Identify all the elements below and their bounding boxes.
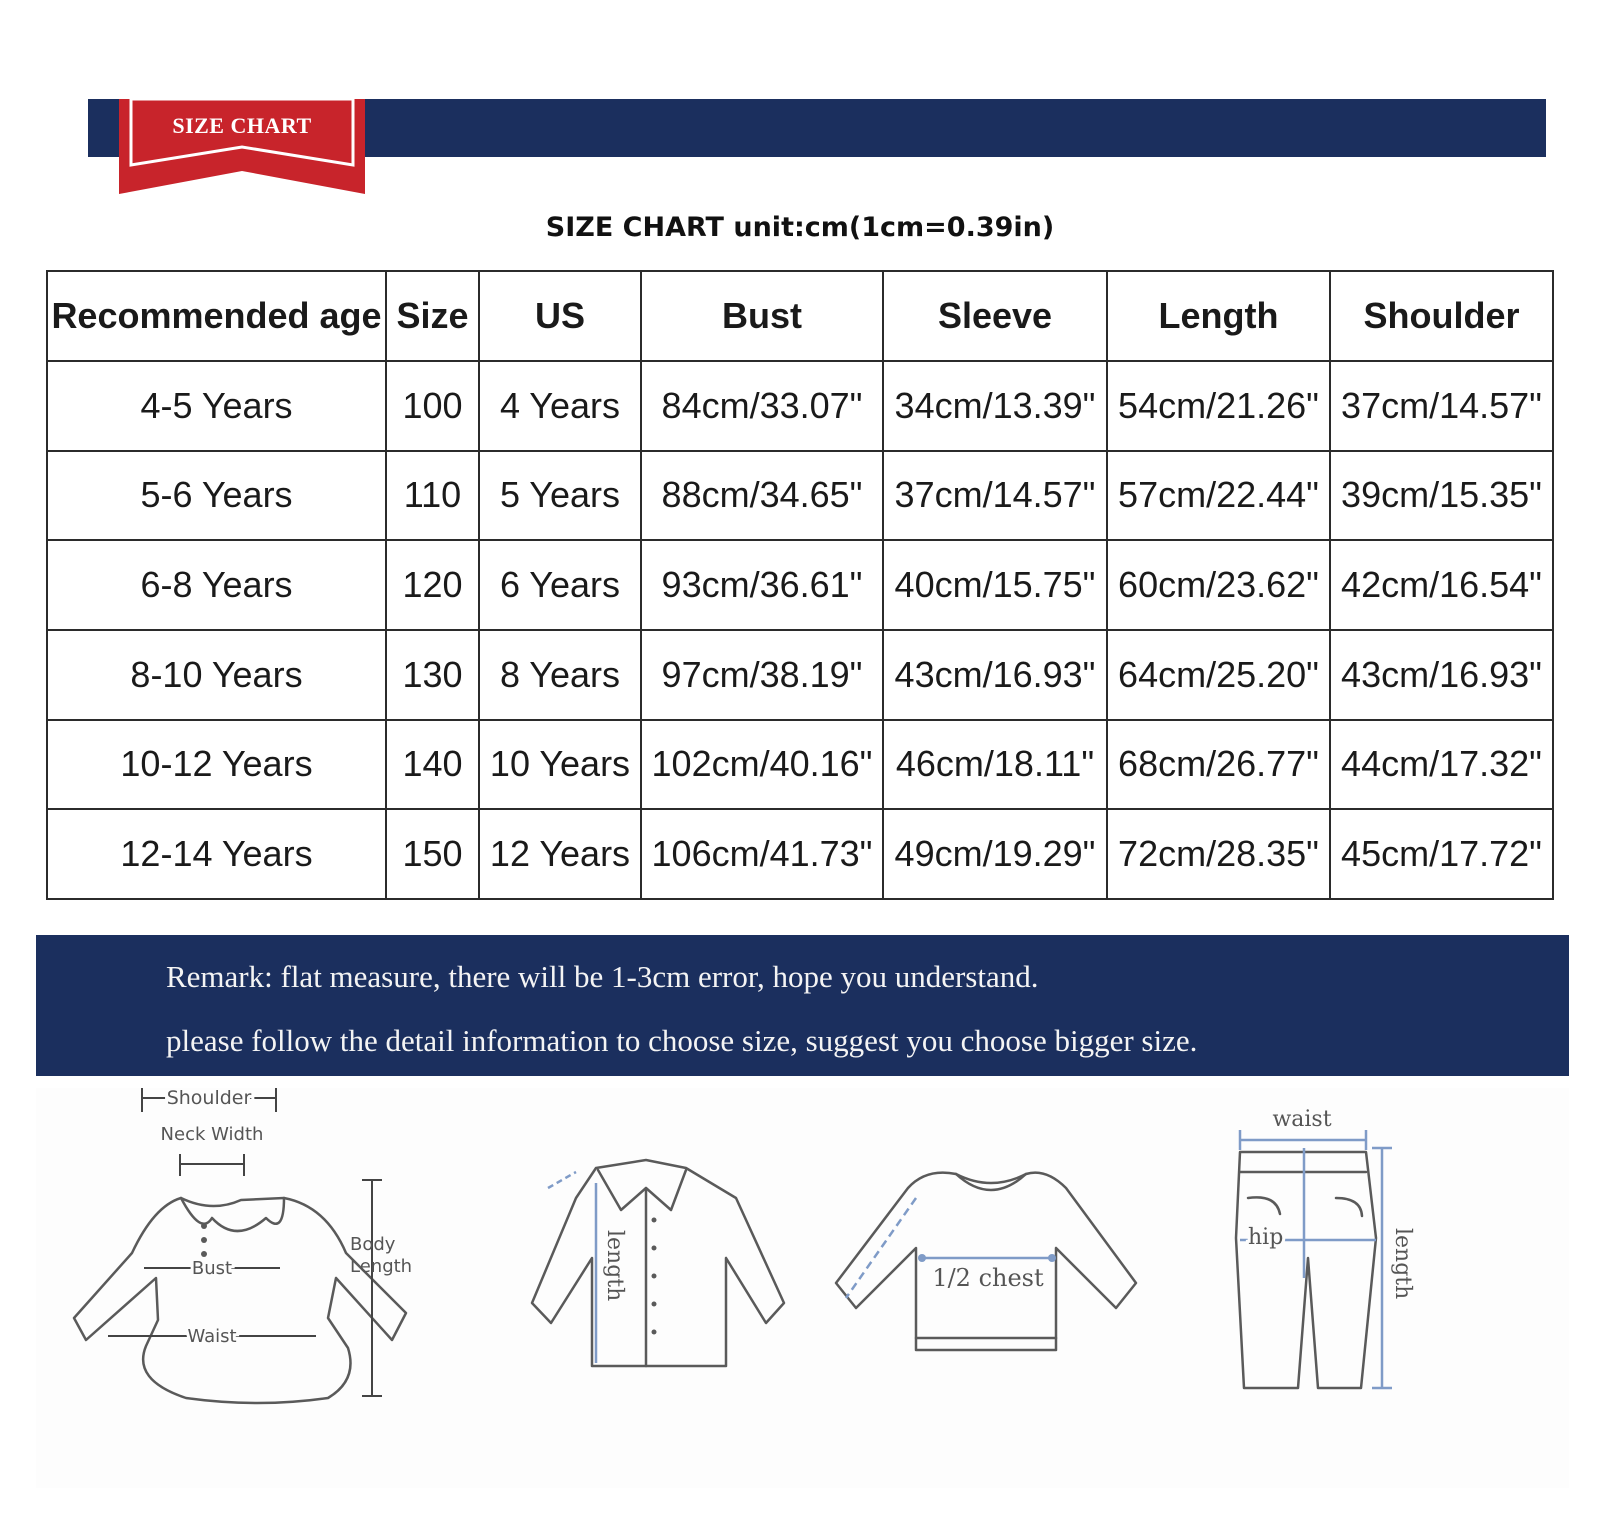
cell-us: 5 Years bbox=[479, 451, 641, 541]
cell-us: 10 Years bbox=[479, 720, 641, 810]
dress-body-label: Body bbox=[350, 1234, 396, 1255]
cell-size: 120 bbox=[386, 540, 479, 630]
diagrams-svg bbox=[36, 1088, 1569, 1488]
dress-bust-label: Bust bbox=[191, 1258, 233, 1279]
cell-bust: 84cm/33.07" bbox=[641, 361, 883, 451]
cell-us: 12 Years bbox=[479, 809, 641, 899]
cell-us: 6 Years bbox=[479, 540, 641, 630]
cell-age: 8-10 Years bbox=[47, 630, 386, 720]
cell-size: 100 bbox=[386, 361, 479, 451]
cell-length: 72cm/28.35" bbox=[1107, 809, 1330, 899]
cell-age: 6-8 Years bbox=[47, 540, 386, 630]
shirt-diagram bbox=[532, 1160, 784, 1366]
cell-size: 130 bbox=[386, 630, 479, 720]
cell-shoulder: 37cm/14.57" bbox=[1330, 361, 1553, 451]
cell-length: 57cm/22.44" bbox=[1107, 451, 1330, 541]
dress-shoulder-label: Shoulder bbox=[166, 1088, 252, 1109]
cell-us: 8 Years bbox=[479, 630, 641, 720]
cell-shoulder: 45cm/17.72" bbox=[1330, 809, 1553, 899]
dress-neck-width-label: Neck Width bbox=[160, 1124, 264, 1145]
cell-bust: 106cm/41.73" bbox=[641, 809, 883, 899]
cell-size: 110 bbox=[386, 451, 479, 541]
table-row bbox=[47, 720, 1553, 810]
remark-line-1: Remark: flat measure, there will be 1-3cm error, hope you understand. bbox=[166, 959, 1039, 994]
dress-diagram bbox=[74, 1088, 412, 1403]
remark-line-2: please follow the detail information to choose size, suggest you choose bigger size. bbox=[166, 1023, 1198, 1058]
cell-bust: 93cm/36.61" bbox=[641, 540, 883, 630]
shirt-length-label: length bbox=[602, 1230, 627, 1302]
cell-age: 12-14 Years bbox=[47, 809, 386, 899]
cell-age: 4-5 Years bbox=[47, 361, 386, 451]
pants-waist-label: waist bbox=[1272, 1107, 1332, 1132]
cell-shoulder: 39cm/15.35" bbox=[1330, 451, 1553, 541]
cell-age: 10-12 Years bbox=[47, 720, 386, 810]
dress-waist-label: Waist bbox=[187, 1326, 237, 1347]
pants-length-label: length bbox=[1390, 1228, 1415, 1300]
size-table bbox=[46, 270, 1554, 900]
header-recommended-age: Recommended age bbox=[47, 271, 386, 361]
cell-length: 64cm/25.20" bbox=[1107, 630, 1330, 720]
cell-age: 5-6 Years bbox=[47, 451, 386, 541]
header-size: Size bbox=[386, 271, 479, 361]
pants-diagram bbox=[1236, 1107, 1415, 1388]
cell-shoulder: 42cm/16.54" bbox=[1330, 540, 1553, 630]
remark-banner bbox=[36, 935, 1569, 1076]
cell-us: 4 Years bbox=[479, 361, 641, 451]
header-us: US bbox=[479, 271, 641, 361]
cell-size: 140 bbox=[386, 720, 479, 810]
table-row bbox=[47, 361, 1553, 451]
cell-length: 54cm/21.26" bbox=[1107, 361, 1330, 451]
cell-sleeve: 46cm/18.11" bbox=[883, 720, 1107, 810]
sweater-chest-label: 1/2 chest bbox=[932, 1264, 1044, 1292]
dress-length-label: Length bbox=[350, 1256, 413, 1277]
pants-hip-label: hip bbox=[1248, 1225, 1284, 1250]
cell-sleeve: 43cm/16.93" bbox=[883, 630, 1107, 720]
table-row bbox=[47, 630, 1553, 720]
cell-sleeve: 37cm/14.57" bbox=[883, 451, 1107, 541]
table-row bbox=[47, 809, 1553, 899]
header-shoulder: Shoulder bbox=[1330, 271, 1553, 361]
chart-title: SIZE CHART unit:cm(1cm=0.39in) bbox=[545, 212, 1055, 243]
ribbon-label: SIZE CHART bbox=[172, 113, 312, 138]
cell-shoulder: 43cm/16.93" bbox=[1330, 630, 1553, 720]
table-header-row bbox=[47, 271, 1553, 361]
header-bust: Bust bbox=[641, 271, 883, 361]
cell-bust: 88cm/34.65" bbox=[641, 451, 883, 541]
cell-bust: 102cm/40.16" bbox=[641, 720, 883, 810]
sweater-diagram bbox=[836, 1173, 1136, 1350]
cell-size: 150 bbox=[386, 809, 479, 899]
table-row bbox=[47, 540, 1553, 630]
cell-sleeve: 34cm/13.39" bbox=[883, 361, 1107, 451]
header-length: Length bbox=[1107, 271, 1330, 361]
cell-length: 60cm/23.62" bbox=[1107, 540, 1330, 630]
measurement-diagrams bbox=[36, 1088, 1569, 1488]
cell-sleeve: 49cm/19.29" bbox=[883, 809, 1107, 899]
cell-length: 68cm/26.77" bbox=[1107, 720, 1330, 810]
table-row bbox=[47, 451, 1553, 541]
header-sleeve: Sleeve bbox=[883, 271, 1107, 361]
size-chart-ribbon bbox=[119, 99, 365, 194]
cell-bust: 97cm/38.19" bbox=[641, 630, 883, 720]
cell-shoulder: 44cm/17.32" bbox=[1330, 720, 1553, 810]
cell-sleeve: 40cm/15.75" bbox=[883, 540, 1107, 630]
